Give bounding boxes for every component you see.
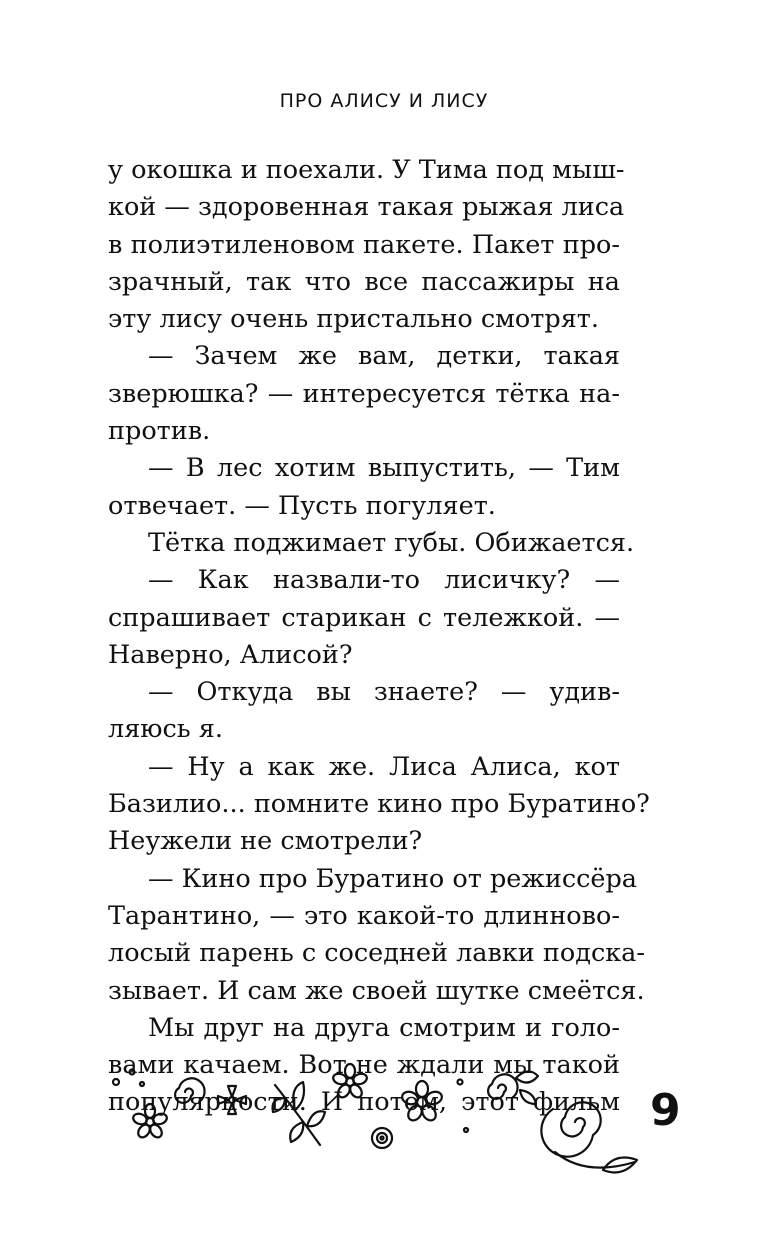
text-line: спрашивает старикан с тележкой. —: [108, 602, 620, 633]
text-line: Тарантино, — это какой-то длинново-: [108, 900, 620, 931]
text-line: — Как назвали-то лисичку? —: [148, 565, 620, 596]
page-body-text: [108, 152, 650, 1122]
flower-icon: [132, 1104, 168, 1140]
text-line: — В лес хотим выпустить, — Тим: [148, 453, 620, 484]
text-line: — Зачем же вам, детки, такая: [148, 341, 620, 372]
floral-ornament-icon: [110, 1060, 640, 1185]
star-flower-icon: [218, 1086, 246, 1114]
text-line: — Ну а как же. Лиса Алиса, кот: [148, 751, 620, 782]
page-number: 9: [650, 1085, 681, 1136]
text-line: популярности. И потом, этот фильм: [108, 1087, 620, 1118]
text-line: против.: [108, 416, 211, 447]
text-line: в полиэтиленовом пакете. Пакет про-: [108, 229, 620, 260]
text-line: Тётка поджимает губы. Обижается.: [148, 527, 635, 558]
spiral-icon: [175, 1078, 204, 1103]
text-line: зывает. И сам же своей шутке смеётся.: [108, 975, 645, 1006]
text-line: отвечает. — Пусть погуляет.: [108, 490, 496, 521]
text-line: лосый парень с соседней лавки подска-: [108, 938, 645, 969]
large-spiral-icon: [541, 1102, 637, 1172]
dot-icon: [140, 1082, 144, 1086]
dot-icon: [130, 1070, 135, 1075]
text-line: кой — здоровенная такая рыжая лиса: [108, 192, 625, 223]
text-line: Базилио... помните кино про Буратино?: [108, 789, 650, 820]
flower-icon: [401, 1081, 444, 1123]
text-line: Мы друг на друга смотрим и голо-: [148, 1012, 620, 1043]
dot-icon: [458, 1080, 463, 1085]
text-line: эту лису очень пристально смотрят.: [108, 304, 600, 335]
concentric-circle-icon: [372, 1128, 392, 1148]
text-line: зрачный, так что все пассажиры на: [108, 266, 620, 297]
dot-icon: [113, 1079, 119, 1085]
text-line: Наверно, Алисой?: [108, 639, 353, 670]
text-line: — Кино про Буратино от режиссёра: [148, 863, 638, 894]
leaf-sprig-icon: [273, 1082, 326, 1145]
running-header: ПРО АЛИСУ И ЛИСУ: [279, 90, 489, 112]
flower-icon: [332, 1064, 368, 1100]
dot-icon: [464, 1128, 468, 1132]
text-line: у окошка и поехали. У Тима под мыш-: [108, 155, 625, 185]
text-line: вами качаем. Вот не ждали мы такой: [108, 1050, 620, 1081]
text-line: Неужели не смотрели?: [108, 826, 423, 857]
spiral-leaf-icon: [488, 1071, 538, 1104]
text-line: — Откуда вы знаете? — удив-: [148, 677, 620, 708]
text-line: зверюшка? — интересуется тётка на-: [108, 378, 620, 409]
text-line: ляюсь я.: [108, 714, 223, 745]
